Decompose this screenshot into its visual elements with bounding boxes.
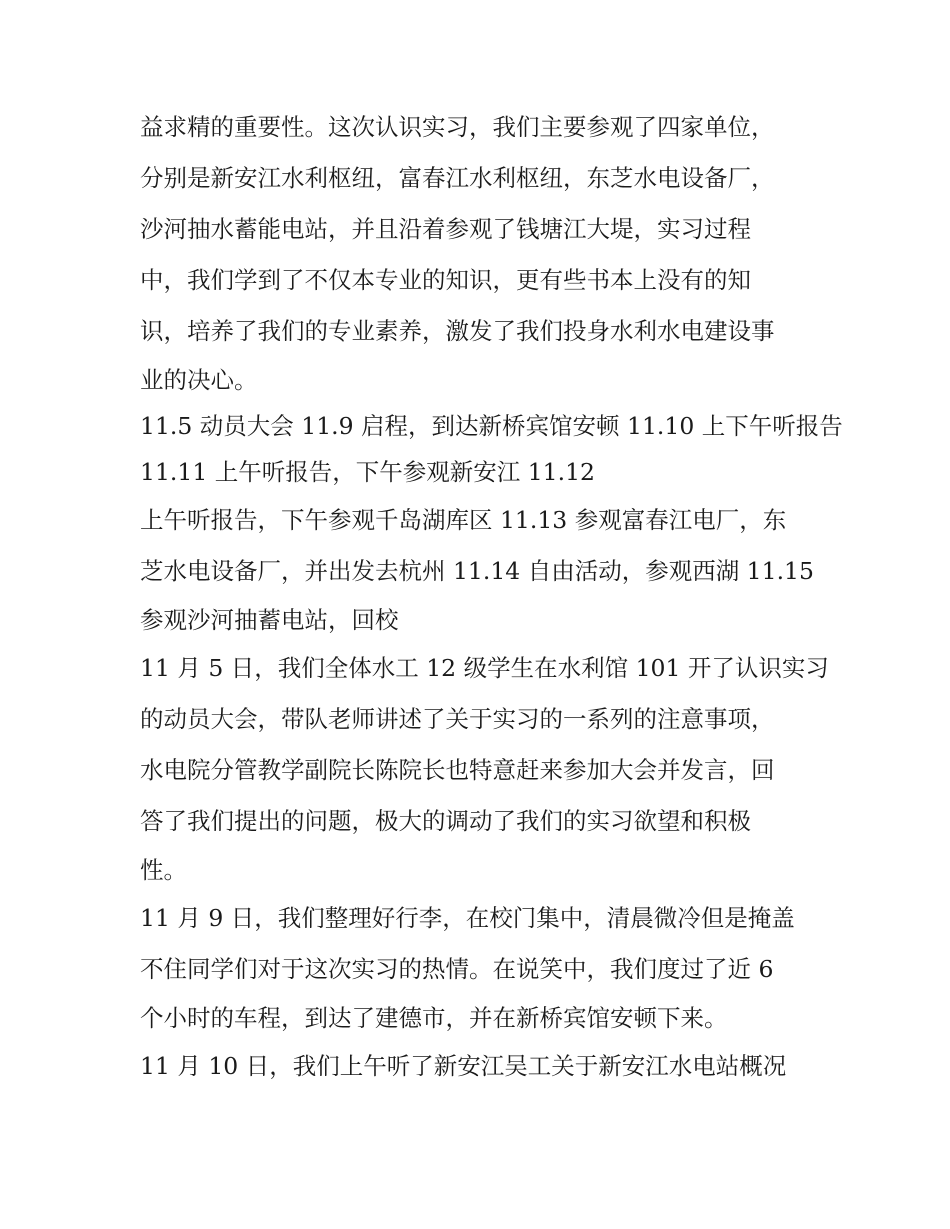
text-line: 的动员大会，带队老师讲述了关于实习的一系列的注意事项， [140,705,775,733]
text-line: 益求精的重要性。这次认识实习，我们主要参观了四家单位， [140,113,775,141]
text-line: 不住同学们对于这次实习的热情。在说笑中，我们度过了近 6 [140,955,774,983]
text-line: 答了我们提出的问题，极大的调动了我们的实习欲望和积极 [140,807,751,835]
body-text [140,102,843,1092]
text-line: 分别是新安江水利枢纽，富春江水利枢纽，东芝水电设备厂， [140,164,775,192]
text-line: 沙河抽水蓄能电站，并且沿着参观了钱塘江大堤，实习过程 [140,215,751,243]
text-line: 上午听报告，下午参观千岛湖库区 11.13 参观富春江电厂，东 [140,506,787,534]
text-line: 业的决心。 [140,366,258,394]
text-line: 性。 [140,856,187,884]
text-line: 水电院分管教学副院长陈院长也特意赶来参加大会并发言，回 [140,756,775,784]
text-line: 11 月 10 日，我们上午听了新安江吴工关于新安江水电站概况 [140,1052,787,1080]
text-line: 11.5 动员大会 11.9 启程，到达新桥宾馆安顿 11.10 上下午听报告 [140,412,843,440]
text-line: 识，培养了我们的专业素养，激发了我们投身水利水电建设事 [140,317,775,345]
text-line: 中，我们学到了不仅本专业的知识，更有些书本上没有的知 [140,266,751,294]
text-line: 11.11 上午听报告，下午参观新安江 11.12 [140,458,595,486]
text-line: 芝水电设备厂，并出发去杭州 11.14 自由活动，参观西湖 11.15 [140,557,814,585]
text-line: 11 月 5 日，我们全体水工 12 级学生在水利馆 101 开了认识实习 [140,654,829,682]
text-line: 个小时的车程，到达了建德市，并在新桥宾馆安顿下来。 [140,1004,728,1032]
text-line: 参观沙河抽蓄电站，回校 [140,606,399,634]
text-line: 11 月 9 日，我们整理好行李，在校门集中，清晨微冷但是掩盖 [140,904,795,932]
